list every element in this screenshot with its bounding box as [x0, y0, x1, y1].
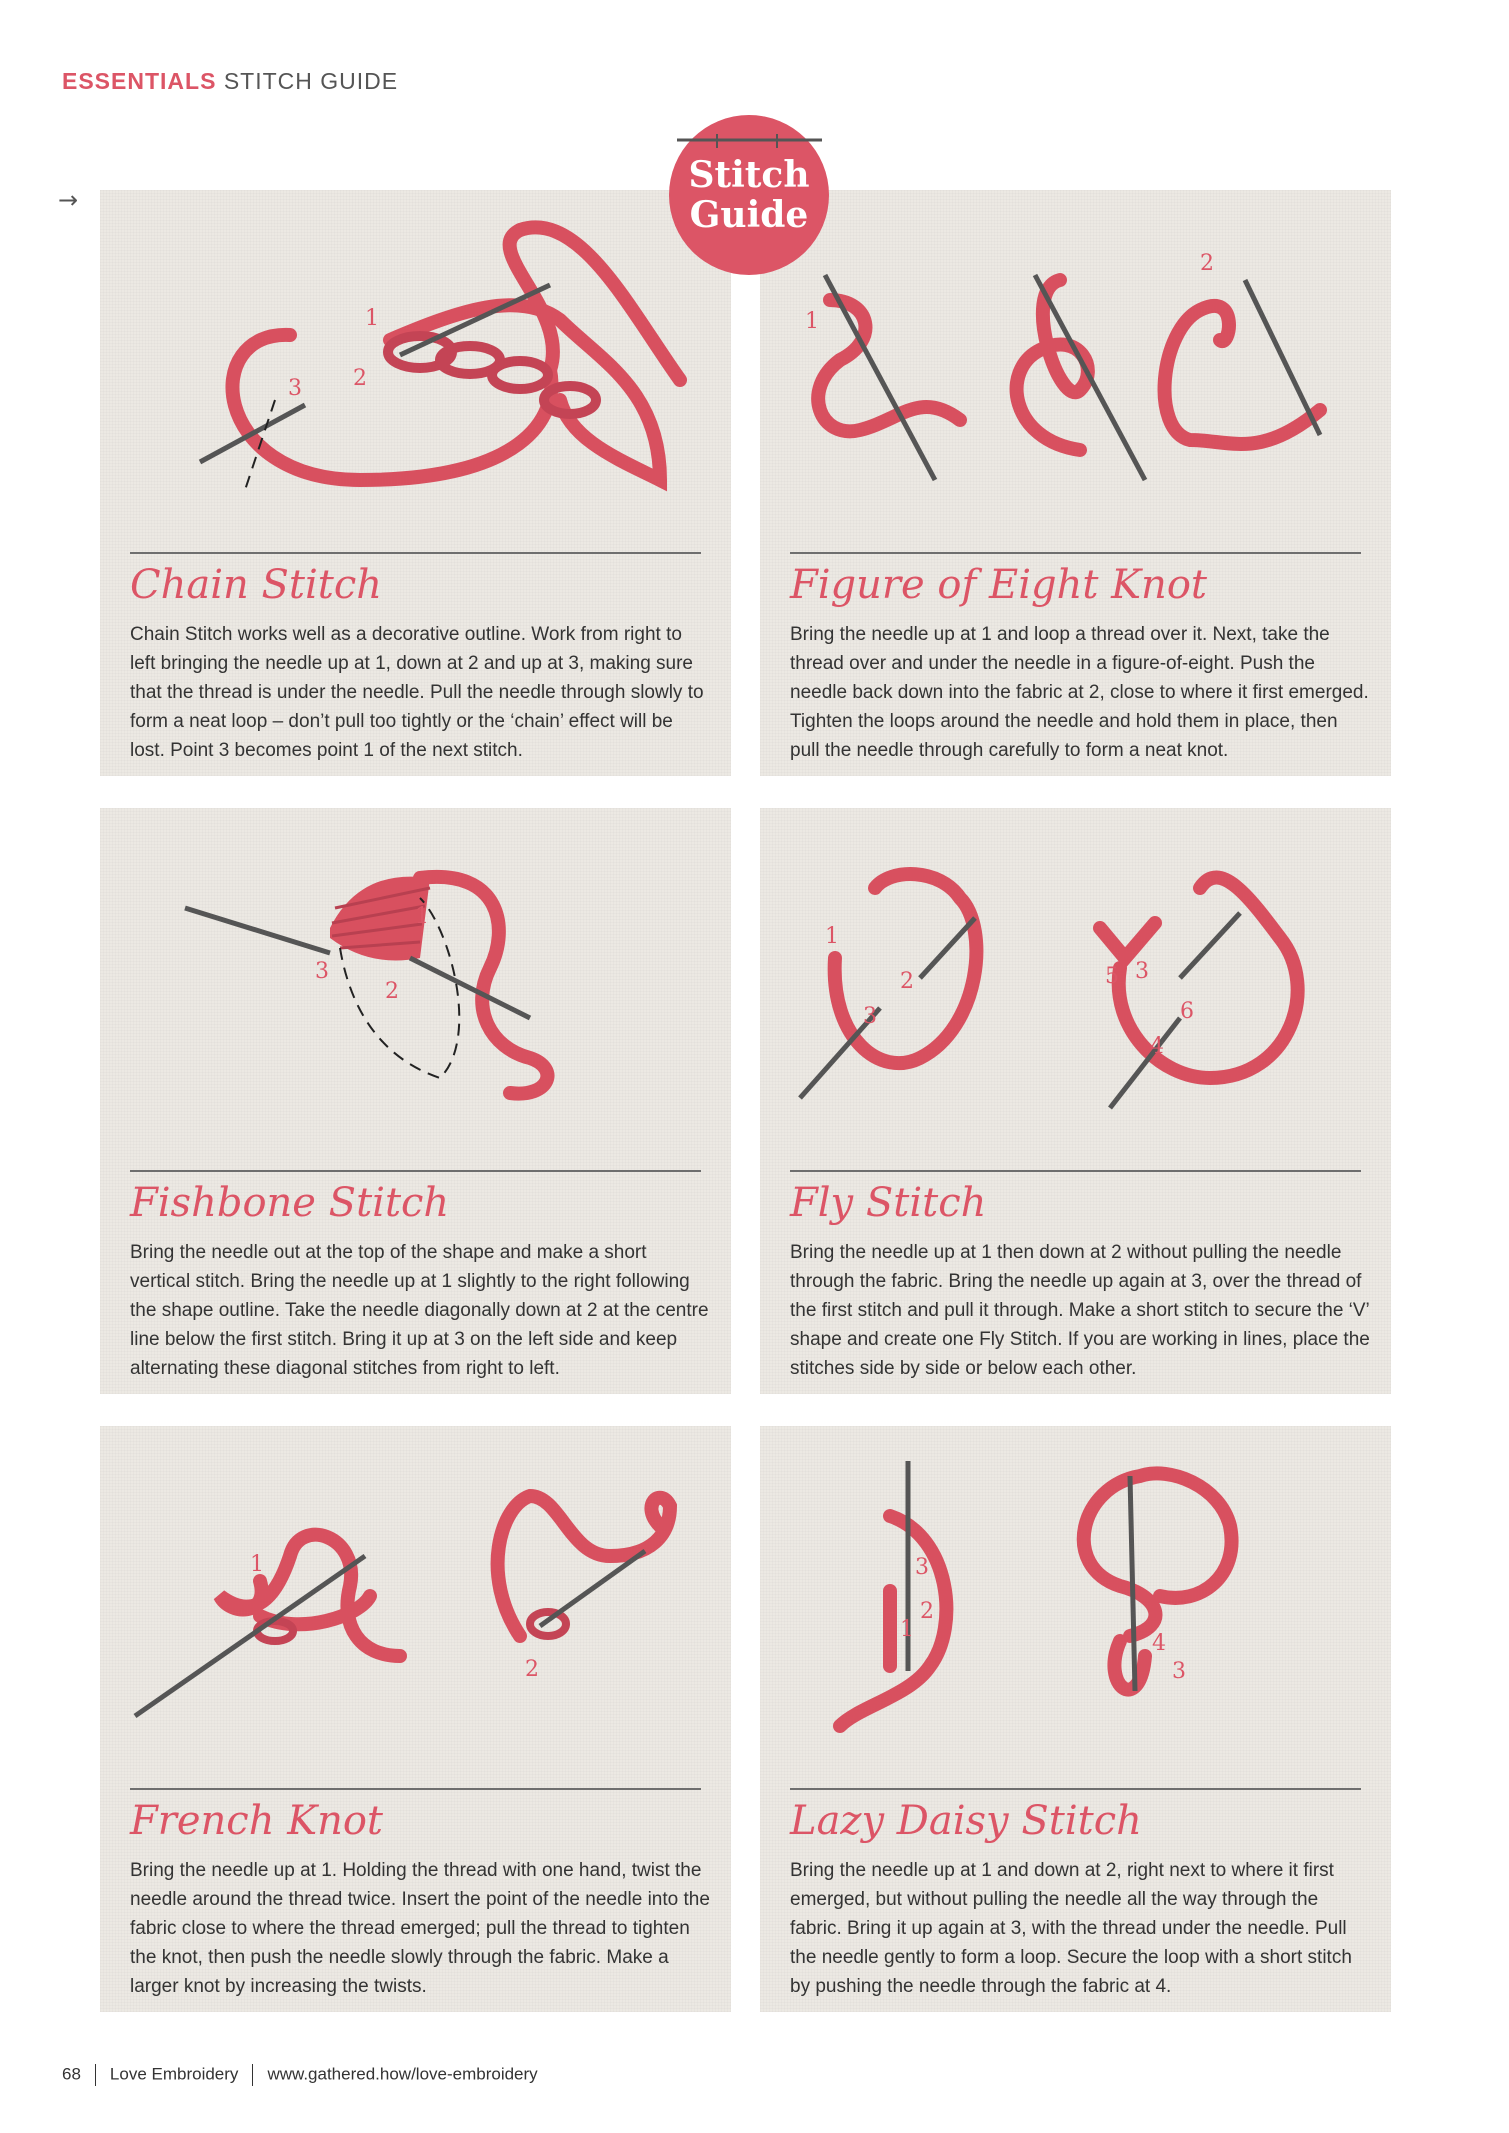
page-number: 68 [62, 2064, 81, 2084]
panel-text: Bring the needle up at 1 and down at 2, right next to where it first emerged, but without pulling the needle all the way through the fabric. Bring it up again at 3, with the thread under the needle. Pull the needle gently to form a loop. Secure the loop with a short stitch by pushing the needle through the fabric at 4. [790, 1860, 1352, 1997]
panel-figure-of-eight-knot [760, 190, 1391, 776]
divider [790, 1788, 1361, 1790]
french-label-2: 2 [525, 1657, 539, 1682]
daisy-label-2: 2 [920, 1599, 934, 1624]
fly-label-2: 2 [900, 969, 914, 994]
divider [130, 552, 701, 554]
chain-label-3: 3 [288, 376, 302, 401]
panel-text: Bring the needle up at 1 then down at 2 without pulling the needle through the fabric. Bring the needle up again at 3, over the thread of the first stitch and pull it through. Make a short stitch to secure the ‘V’ shape and create one Fly Stitch. If you are working in lines, place the stitches side by side or below each other. [790, 1242, 1370, 1379]
footer-divider [95, 2064, 96, 2086]
fig8-label-2: 2 [1200, 251, 1214, 276]
magazine-url: www.gathered.how/love-embroidery [267, 2064, 538, 2084]
page-footer [62, 2064, 538, 2086]
panel-text: Bring the needle up at 1. Holding the thread with one hand, twist the needle around the thread twice. Insert the point of the needle into the fabric close to where the thread emerged; pull the thread to tighten the knot, then push the needle slowly through the fabric. Make a larger knot by increasing the twists. [130, 1860, 710, 1997]
panel-text: Bring the needle out at the top of the shape and make a short vertical stitch. Bring the needle up at 1 slightly to the right following the shape outline. Take the needle diagonally down at 2 at the centre line below the first stitch. Bring it up at 3 on the left side and keep alternating these diagonal stitches from right to left. [130, 1242, 709, 1379]
divider [790, 552, 1361, 554]
divider [130, 1788, 701, 1790]
header-stitch-guide: STITCH GUIDE [223, 68, 399, 94]
panel-chain-stitch [100, 190, 731, 776]
magazine-name: Love Embroidery [109, 2064, 239, 2084]
arrow-icon: → [58, 186, 79, 214]
badge-line-2: Guide [689, 194, 809, 236]
daisy-label-4: 4 [1152, 1631, 1166, 1656]
panel-fly-stitch [760, 808, 1391, 1394]
figure-eight-illustration [760, 190, 1391, 550]
panel-title: Fly Stitch [790, 1180, 987, 1226]
daisy-label-3b: 3 [1172, 1659, 1186, 1684]
fishbone-label-2: 2 [385, 979, 399, 1004]
fig8-label-1: 1 [805, 309, 819, 334]
fly-label-3: 3 [863, 1004, 877, 1029]
panel-lazy-daisy-stitch [760, 1426, 1391, 2012]
panel-title: Figure of Eight Knot [790, 562, 1207, 608]
panel-fishbone-stitch [100, 808, 731, 1394]
fly-label-5: 5 [1105, 964, 1119, 989]
fly-label-4: 4 [1150, 1034, 1164, 1059]
footer-divider [252, 2064, 253, 2086]
header-essentials: ESSENTIALS [62, 68, 217, 94]
badge-line-1: Stitch [688, 154, 810, 196]
fly-label-3b: 3 [1135, 959, 1149, 984]
section-header [62, 68, 398, 95]
french-label-1: 1 [250, 1552, 264, 1577]
fly-label-6: 6 [1180, 999, 1194, 1024]
fly-label-1: 1 [825, 924, 839, 949]
divider [130, 1170, 701, 1172]
lazy-daisy-illustration [760, 1426, 1391, 1786]
french-knot-illustration [100, 1426, 731, 1786]
panel-title: French Knot [130, 1798, 383, 1844]
fishbone-illustration [100, 808, 731, 1168]
fishbone-label-1: 1 [415, 904, 429, 929]
chain-label-2: 2 [353, 366, 367, 391]
chain-label-1: 1 [365, 306, 379, 331]
panel-french-knot [100, 1426, 731, 2012]
panel-title: Fishbone Stitch [130, 1180, 450, 1226]
panel-title: Chain Stitch [130, 562, 382, 608]
divider [790, 1170, 1361, 1172]
fly-stitch-illustration [760, 808, 1391, 1168]
panel-text: Chain Stitch works well as a decorative outline. Work from right to left bringing the needle up at 1, down at 2 and up at 3, making sure that the thread is under the needle. Pull the needle through slowly to form a neat loop – don’t pull too tightly or the ‘chain’ effect will be lost. Point 3 becomes point 1 of the next stitch. [130, 624, 704, 761]
daisy-label-3: 3 [915, 1555, 929, 1580]
daisy-label-1: 1 [900, 1617, 914, 1642]
fishbone-label-3: 3 [315, 959, 329, 984]
chain-stitch-illustration [100, 190, 731, 550]
panel-title: Lazy Daisy Stitch [790, 1798, 1142, 1844]
panel-text: Bring the needle up at 1 and loop a thread over it. Next, take the thread over and under the needle in a figure-of-eight. Push the needle back down into the fabric at 2, close to where it first emerged. Tighten the loops around the needle and hold them in place, then pull the needle through carefully to form a neat knot. [790, 624, 1369, 761]
badge-needle-icon [672, 132, 832, 162]
